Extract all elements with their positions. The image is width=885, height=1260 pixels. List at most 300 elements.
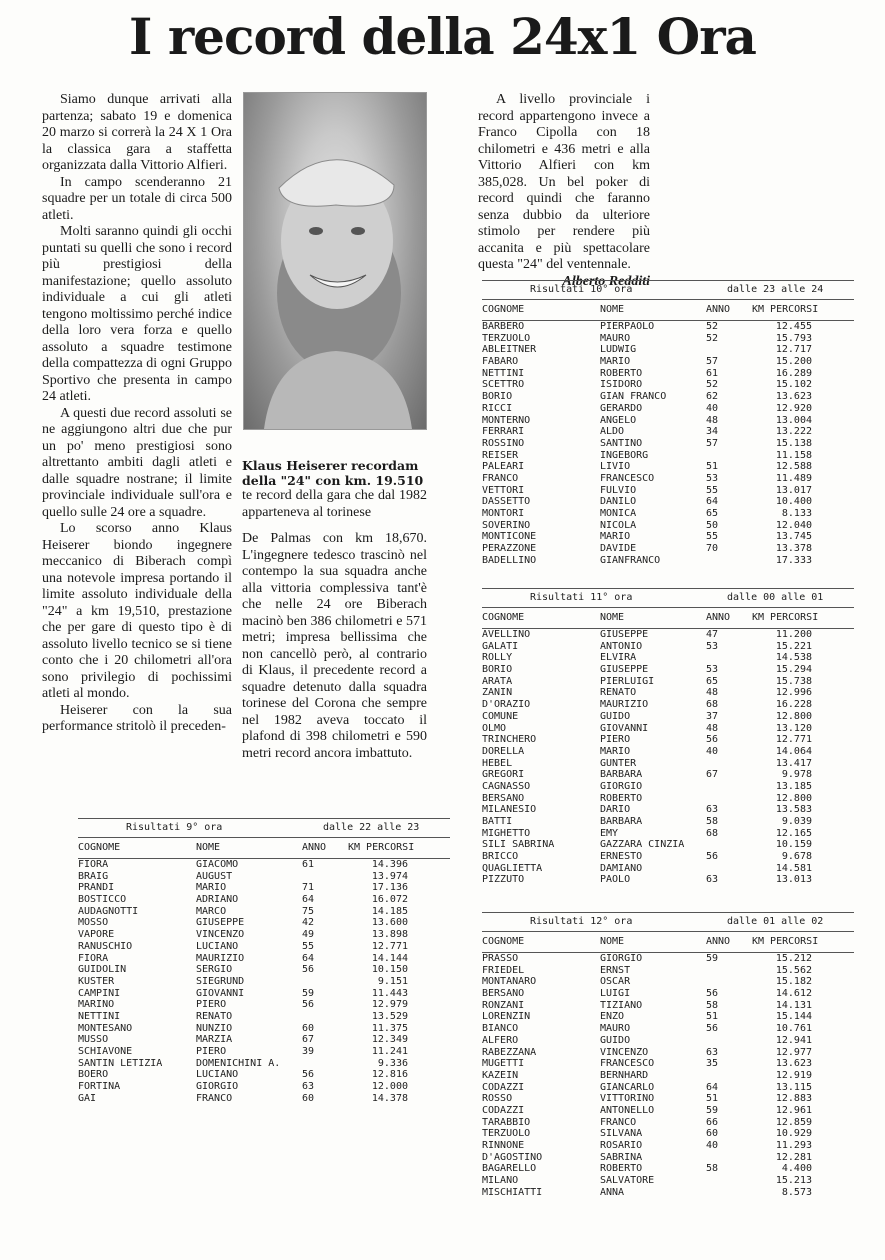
surname-cell: MONTORI xyxy=(482,508,525,519)
year-cell: 63 xyxy=(706,804,719,816)
name-cell: DARIO xyxy=(600,804,631,816)
km-cell: 14.612 xyxy=(775,988,812,1000)
surname-cell: MONTESANO xyxy=(78,1022,133,1034)
name-cell: ERNESTO xyxy=(600,851,643,863)
km-cell: 13.600 xyxy=(371,917,408,929)
name-cell: DAMIANO xyxy=(600,862,643,874)
author-signature: Alberto Redditi xyxy=(562,273,650,289)
table-time-range: dalle 23 alle 24 xyxy=(727,284,824,295)
name-cell: FRANCESCO xyxy=(600,472,655,484)
surname-cell: MOSSO xyxy=(78,917,109,929)
results-table-11 xyxy=(482,588,854,886)
article-column-2 xyxy=(242,458,427,762)
surname-cell: DORELLA xyxy=(482,745,525,757)
table-row xyxy=(482,555,854,567)
table-row xyxy=(482,496,854,508)
km-cell: 15.294 xyxy=(775,664,812,676)
name-cell: PIERO xyxy=(196,1046,227,1057)
km-cell: 11.241 xyxy=(371,1046,408,1057)
name-cell: FULVIO xyxy=(600,484,637,496)
name-cell: BARBARA xyxy=(600,816,643,827)
table-row xyxy=(482,344,854,356)
surname-cell: BAGARELLO xyxy=(482,1163,537,1175)
km-cell: 12.000 xyxy=(371,1081,408,1093)
name-cell: GIOVANNI xyxy=(196,987,245,999)
name-cell: AUGUST xyxy=(196,870,233,882)
table-row xyxy=(482,368,854,380)
surname-cell: SOVERINO xyxy=(482,519,531,531)
km-cell: 16.072 xyxy=(371,894,408,906)
table-row xyxy=(482,953,854,965)
name-cell: BARBARA xyxy=(600,769,643,781)
table-title-bar xyxy=(482,280,854,299)
name-cell: MAURIZIO xyxy=(196,952,245,964)
name-cell: FRANCESCO xyxy=(600,1058,655,1070)
year-cell: 56 xyxy=(302,999,315,1011)
surname-cell: COMUNE xyxy=(482,710,519,722)
surname-cell: ABLEITNER xyxy=(482,344,537,356)
table-row xyxy=(482,652,854,664)
year-cell: 48 xyxy=(706,414,719,426)
year-cell: 53 xyxy=(706,664,719,676)
surname-cell: FRANCO xyxy=(482,472,519,484)
surname-cell: VETTORI xyxy=(482,484,525,496)
name-cell: MAURIZIO xyxy=(600,699,649,711)
year-cell: 49 xyxy=(302,929,315,941)
year-cell: 57 xyxy=(706,356,719,368)
year-cell: 51 xyxy=(706,1093,719,1105)
name-cell: ANTONIO xyxy=(600,640,643,652)
table-header-row xyxy=(482,931,854,953)
name-cell: ROBERTO xyxy=(600,1163,643,1175)
table-row xyxy=(482,1117,854,1129)
table-row xyxy=(482,485,854,497)
surname-cell: FORTINA xyxy=(78,1081,121,1093)
km-cell: 8.133 xyxy=(781,508,812,519)
surname-cell: BARBERO xyxy=(482,321,525,332)
table-row xyxy=(482,1187,854,1199)
km-cell: 15.793 xyxy=(775,332,812,344)
table-row xyxy=(482,403,854,415)
year-cell: 71 xyxy=(302,882,315,894)
km-cell: 14.581 xyxy=(775,862,812,874)
km-cell: 13.583 xyxy=(775,804,812,816)
km-cell: 17.333 xyxy=(775,554,812,566)
table-row xyxy=(78,988,450,1000)
name-cell: ANTONELLO xyxy=(600,1104,655,1116)
name-cell: PIERLUIGI xyxy=(600,675,655,687)
surname-cell: ROLLY xyxy=(482,652,513,664)
name-cell: GIANCARLO xyxy=(600,1081,655,1093)
surname-cell: KUSTER xyxy=(78,975,115,987)
year-cell: 57 xyxy=(706,437,719,449)
table-row xyxy=(482,828,854,840)
table-row xyxy=(482,874,854,886)
surname-cell: D'ORAZIO xyxy=(482,699,531,711)
column-header: KM PERCORSI xyxy=(752,304,819,315)
name-cell: GIUSEPPE xyxy=(600,664,649,676)
name-cell: LUCIANO xyxy=(196,1069,239,1081)
km-cell: 12.800 xyxy=(775,792,812,804)
surname-cell: BOERO xyxy=(78,1069,109,1081)
table-row xyxy=(482,758,854,770)
surname-cell: MONTERNO xyxy=(482,414,531,426)
name-cell: BERNHARD xyxy=(600,1069,649,1081)
results-table-9 xyxy=(78,818,450,1104)
km-cell: 12.771 xyxy=(775,734,812,746)
column-header: ANNO xyxy=(706,936,731,947)
km-cell: 14.396 xyxy=(371,859,408,870)
table-row xyxy=(482,1152,854,1164)
year-cell: 63 xyxy=(706,874,719,886)
year-cell: 35 xyxy=(706,1058,719,1070)
surname-cell: RINNONE xyxy=(482,1140,525,1151)
name-cell: MARCO xyxy=(196,905,227,917)
surname-cell: ZANIN xyxy=(482,687,513,699)
km-cell: 13.898 xyxy=(371,929,408,941)
surname-cell: D'AGOSTINO xyxy=(482,1151,543,1163)
surname-cell: MUGETTI xyxy=(482,1058,525,1070)
table-row xyxy=(78,871,450,883)
surname-cell: CAMPINI xyxy=(78,987,121,999)
surname-cell: BOSTICCO xyxy=(78,894,127,906)
surname-cell: MISCHIATTI xyxy=(482,1186,543,1198)
surname-cell: MIGHETTO xyxy=(482,827,531,839)
year-cell: 60 xyxy=(302,1092,315,1104)
year-cell: 63 xyxy=(302,1081,315,1093)
year-cell: 48 xyxy=(706,687,719,699)
year-cell: 58 xyxy=(706,1163,719,1175)
table-row xyxy=(482,965,854,977)
table-row xyxy=(78,976,450,988)
table-row xyxy=(78,953,450,965)
name-cell: SALVATORE xyxy=(600,1175,655,1187)
surname-cell: NETTINI xyxy=(482,367,525,379)
year-cell: 64 xyxy=(706,496,719,508)
name-cell: SANTINO xyxy=(600,437,643,449)
km-cell: 13.185 xyxy=(775,780,812,792)
column-header: KM PERCORSI xyxy=(348,842,415,853)
column-header: COGNOME xyxy=(482,936,525,947)
km-cell: 14.144 xyxy=(371,952,408,964)
km-cell: 15.738 xyxy=(775,675,812,687)
name-cell: RENATO xyxy=(600,687,637,699)
surname-cell: FRIEDEL xyxy=(482,964,525,976)
surname-cell: MILANO xyxy=(482,1175,519,1187)
year-cell: 52 xyxy=(706,332,719,344)
km-cell: 12.455 xyxy=(775,321,812,332)
paragraph: Heiserer con la sua performance stritolò il preceden- xyxy=(42,702,232,734)
year-cell: 56 xyxy=(302,964,315,976)
year-cell: 53 xyxy=(706,640,719,652)
table-row xyxy=(482,450,854,462)
name-cell: ISIDORO xyxy=(600,379,643,391)
year-cell: 39 xyxy=(302,1046,315,1057)
km-cell: 13.120 xyxy=(775,722,812,734)
name-cell: GIACOMO xyxy=(196,859,239,870)
table-row xyxy=(482,816,854,828)
km-cell: 16.289 xyxy=(775,367,812,379)
year-cell: 53 xyxy=(706,472,719,484)
article-column-3 xyxy=(478,92,650,290)
surname-cell: FABARO xyxy=(482,356,519,368)
name-cell: VINCENZO xyxy=(196,929,245,941)
name-cell: PAOLO xyxy=(600,874,631,886)
year-cell: 51 xyxy=(706,1011,719,1023)
surname-cell: PRANDI xyxy=(78,882,115,894)
name-cell: ROBERTO xyxy=(600,367,643,379)
table-row xyxy=(482,1035,854,1047)
name-cell: SABRINA xyxy=(600,1151,643,1163)
km-cell: 12.859 xyxy=(775,1116,812,1128)
year-cell: 56 xyxy=(706,734,719,746)
surname-cell: QUAGLIETTA xyxy=(482,862,543,874)
km-cell: 4.400 xyxy=(781,1163,812,1175)
table-row xyxy=(482,1070,854,1082)
table-row xyxy=(482,699,854,711)
surname-cell: PIZZUTO xyxy=(482,874,525,886)
name-cell: ROBERTO xyxy=(600,792,643,804)
km-cell: 14.538 xyxy=(775,652,812,664)
year-cell: 64 xyxy=(302,894,315,906)
name-cell: LUDWIG xyxy=(600,344,637,356)
name-cell: ENZO xyxy=(600,1011,625,1023)
surname-cell: OLMO xyxy=(482,722,507,734)
km-cell: 12.040 xyxy=(775,519,812,531)
km-cell: 9.978 xyxy=(781,769,812,781)
km-cell: 15.138 xyxy=(775,437,812,449)
km-cell: 9.678 xyxy=(781,851,812,863)
km-cell: 12.883 xyxy=(775,1093,812,1105)
table-row xyxy=(482,851,854,863)
name-cell: GIANFRANCO xyxy=(600,554,661,566)
year-cell: 37 xyxy=(706,710,719,722)
athlete-photo xyxy=(243,92,427,430)
year-cell: 60 xyxy=(302,1022,315,1034)
table-title-bar xyxy=(78,818,450,837)
name-cell: GIUSEPPE xyxy=(196,917,245,929)
surname-cell: RICCI xyxy=(482,402,513,414)
name-cell: SILVANA xyxy=(600,1128,643,1140)
table-row xyxy=(78,929,450,941)
name-cell: VINCENZO xyxy=(600,1046,649,1058)
name-cell: ANNA xyxy=(600,1186,625,1198)
table-row xyxy=(482,746,854,758)
name-cell: MARIO xyxy=(600,745,631,757)
column-header: COGNOME xyxy=(482,612,525,623)
km-cell: 10.400 xyxy=(775,496,812,508)
table-row xyxy=(482,461,854,473)
year-cell: 75 xyxy=(302,905,315,917)
column-header: NOME xyxy=(196,842,221,853)
column-header: NOME xyxy=(600,304,625,315)
table-header-row xyxy=(78,837,450,859)
table-row xyxy=(482,781,854,793)
name-cell: NICOLA xyxy=(600,519,637,531)
table-row xyxy=(482,629,854,641)
km-cell: 11.293 xyxy=(775,1140,812,1151)
km-cell: 16.228 xyxy=(775,699,812,711)
table-time-range: dalle 01 alle 02 xyxy=(727,916,824,927)
surname-cell: CODAZZI xyxy=(482,1081,525,1093)
km-cell: 13.378 xyxy=(775,543,812,555)
surname-cell: BRAIG xyxy=(78,870,109,882)
table-title-bar xyxy=(482,588,854,607)
name-cell: PIERO xyxy=(600,734,631,746)
surname-cell: MILANESIO xyxy=(482,804,537,816)
km-cell: 12.979 xyxy=(371,999,408,1011)
table-header-row xyxy=(482,299,854,321)
table-row xyxy=(482,356,854,368)
surname-cell: FERRARI xyxy=(482,426,525,438)
km-cell: 11.489 xyxy=(775,472,812,484)
name-cell: NUNZIO xyxy=(196,1022,233,1034)
km-cell: 12.977 xyxy=(775,1046,812,1058)
year-cell: 55 xyxy=(706,484,719,496)
name-cell: ANGELO xyxy=(600,414,637,426)
km-cell: 12.816 xyxy=(371,1069,408,1081)
name-cell: ELVIRA xyxy=(600,652,637,664)
name-cell: MARIO xyxy=(600,531,631,543)
km-cell: 15.102 xyxy=(775,379,812,391)
table-row xyxy=(482,723,854,735)
km-cell: 12.800 xyxy=(775,710,812,722)
table-title: Risultati 9° ora xyxy=(126,822,223,833)
paragraph: De Palmas con km 18,670. L'ingegnere tedesco trascinò nel contempo la sua squadra anche alla vittoria complessiva tant'è che nelle 24 ore Biberach macinò ben 386 chilometri e 571 metri; impresa bellissima che non cancellò però, al contrario di Klaus, il precedente record a squadre detenuto dalla squadra torinese del Corona che sempre nel 1982 aveva toccato il plafond di 398 chilometri e 590 metri record ancora imbattuto. xyxy=(242,531,427,761)
table-row xyxy=(482,473,854,485)
surname-cell: BORIO xyxy=(482,391,513,403)
name-cell: GIORGIO xyxy=(196,1081,239,1093)
table-row xyxy=(78,964,450,976)
name-cell: TIZIANO xyxy=(600,999,643,1011)
surname-cell: AUDAGNOTTI xyxy=(78,905,139,917)
surname-cell: BIANCO xyxy=(482,1023,519,1035)
name-cell: FRANCO xyxy=(600,1116,637,1128)
name-cell: ADRIANO xyxy=(196,894,239,906)
name-cell: GIAN FRANCO xyxy=(600,391,667,403)
year-cell: 70 xyxy=(706,543,719,555)
km-cell: 12.941 xyxy=(775,1034,812,1046)
table-row xyxy=(482,426,854,438)
year-cell: 50 xyxy=(706,519,719,531)
results-table-10 xyxy=(482,280,854,566)
surname-cell: TRINCHERO xyxy=(482,734,537,746)
year-cell: 59 xyxy=(706,953,719,964)
surname-cell: AVELLINO xyxy=(482,629,531,640)
year-cell: 56 xyxy=(706,988,719,1000)
table-row xyxy=(482,839,854,851)
surname-cell: SCETTRO xyxy=(482,379,525,391)
table-row xyxy=(482,769,854,781)
year-cell: 68 xyxy=(706,699,719,711)
year-cell: 52 xyxy=(706,321,719,332)
column-header: ANNO xyxy=(302,842,327,853)
name-cell: PIERO xyxy=(196,999,227,1011)
surname-cell: DASSETTO xyxy=(482,496,531,508)
year-cell: 68 xyxy=(706,827,719,839)
year-cell: 47 xyxy=(706,629,719,640)
km-cell: 15.213 xyxy=(775,1175,812,1187)
table-row xyxy=(78,894,450,906)
km-cell: 13.623 xyxy=(775,1058,812,1070)
km-cell: 13.004 xyxy=(775,414,812,426)
year-cell: 65 xyxy=(706,508,719,519)
km-cell: 12.165 xyxy=(775,827,812,839)
results-table-12 xyxy=(482,912,854,1198)
surname-cell: TARABBIO xyxy=(482,1116,531,1128)
table-row xyxy=(78,882,450,894)
km-cell: 13.623 xyxy=(775,391,812,403)
surname-cell: TERZUOLO xyxy=(482,332,531,344)
year-cell: 52 xyxy=(706,379,719,391)
table-title-bar xyxy=(482,912,854,931)
year-cell: 67 xyxy=(302,1034,315,1046)
table-row xyxy=(482,1023,854,1035)
surname-cell: SANTIN LETIZIA xyxy=(78,1057,163,1069)
article-column-1 xyxy=(42,92,232,736)
name-cell: GERARDO xyxy=(600,402,643,414)
km-cell: 14.131 xyxy=(775,999,812,1011)
name-cell: DOMENICHINI A. xyxy=(196,1057,281,1069)
km-cell: 9.336 xyxy=(377,1057,408,1069)
surname-cell: ARATA xyxy=(482,675,513,687)
column-header: KM PERCORSI xyxy=(752,936,819,947)
table-row xyxy=(482,664,854,676)
paragraph: Siamo dunque arrivati alla partenza; sabato 19 e domenica 20 marzo si correrà la 24 X 1 Ora la classica gara a staffetta organizzata dalla Vittorio Alfieri. xyxy=(42,92,232,173)
year-cell: 60 xyxy=(706,1128,719,1140)
year-cell: 56 xyxy=(706,1023,719,1035)
surname-cell: MARINO xyxy=(78,999,115,1011)
year-cell: 61 xyxy=(706,367,719,379)
km-cell: 13.529 xyxy=(371,1010,408,1022)
surname-cell: HEBEL xyxy=(482,757,513,769)
km-cell: 11.443 xyxy=(371,987,408,999)
name-cell: MONICA xyxy=(600,508,637,519)
table-row xyxy=(482,1058,854,1070)
km-cell: 12.281 xyxy=(775,1151,812,1163)
table-header-row xyxy=(482,607,854,629)
surname-cell: KAZEIN xyxy=(482,1069,519,1081)
name-cell: RENATO xyxy=(196,1010,233,1022)
km-cell: 14.378 xyxy=(371,1092,408,1104)
table-row xyxy=(482,734,854,746)
km-cell: 8.573 xyxy=(781,1186,812,1198)
name-cell: MARIO xyxy=(600,356,631,368)
year-cell: 62 xyxy=(706,391,719,403)
table-row xyxy=(78,859,450,871)
table-row xyxy=(482,687,854,699)
km-cell: 12.920 xyxy=(775,402,812,414)
surname-cell: ROSSINO xyxy=(482,437,525,449)
year-cell: 40 xyxy=(706,1140,719,1151)
surname-cell: MUSSO xyxy=(78,1034,109,1046)
table-row xyxy=(482,863,854,875)
surname-cell: BERSANO xyxy=(482,792,525,804)
surname-cell: FIORA xyxy=(78,952,109,964)
surname-cell: GAI xyxy=(78,1092,97,1104)
table-row xyxy=(78,1093,450,1105)
year-cell: 58 xyxy=(706,999,719,1011)
table-row xyxy=(482,1128,854,1140)
table-time-range: dalle 22 alle 23 xyxy=(323,822,420,833)
name-cell: ERNST xyxy=(600,964,631,976)
column-header: ANNO xyxy=(706,304,731,315)
name-cell: FRANCO xyxy=(196,1092,233,1104)
paragraph: A questi due record assoluti se ne aggiungono altri due che pur un po' meno prestigiosi sono altrettanto ambiti dagli atleti e dalle squadre nostrane; il limite provinciale individuale sull'ora e quello sulle 24 ore a squadre. xyxy=(42,405,232,520)
name-cell: EMY xyxy=(600,827,619,839)
table-title: Risultati 12° ora xyxy=(530,916,633,927)
name-cell: DAVIDE xyxy=(600,543,637,555)
